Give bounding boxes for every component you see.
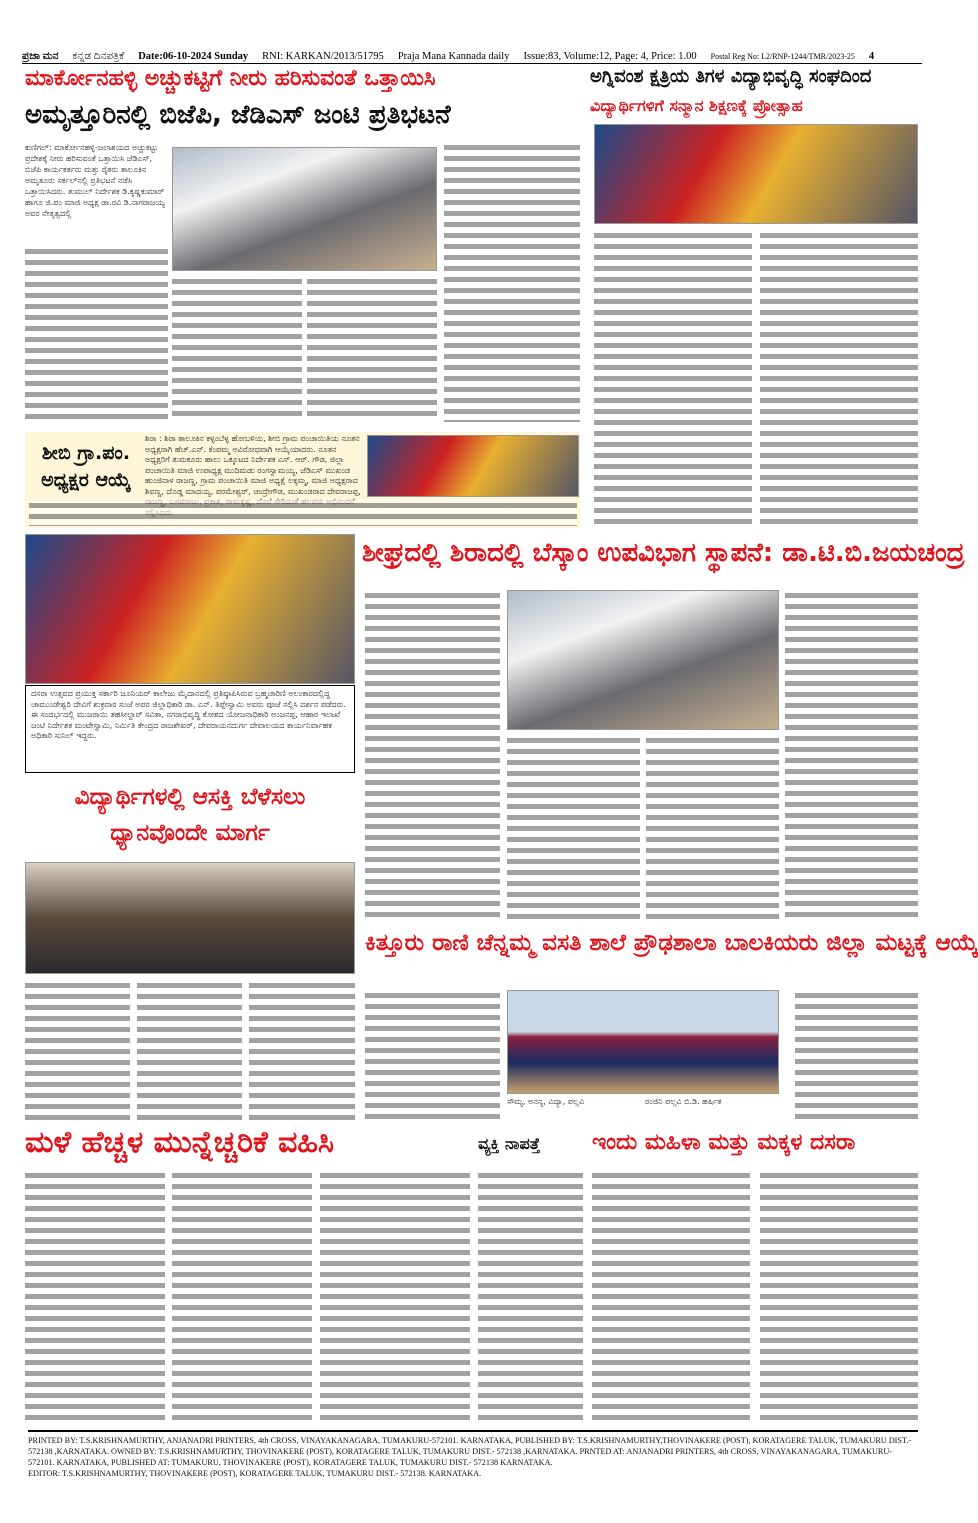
story1-body-col3 — [307, 276, 437, 422]
story1-lead: ಕುಣಿಗಲ್: ಮಾರ್ಕೋನಹಳ್ಳಿ-ಜಲಾಶಯದ ಅಚ್ಚುಕಟ್ಟು ಪ್ರದೇಶಕ್ಕೆ ನೀರು ಹರಿಸುವಂತೆ ಒತ್ತಾಯಿಸಿ ಜೆಡಿಎಸ್, ಬಿಜೆಪಿ ಕಾರ್ಯಕರ್ತರು ಮತ್ತು ರೈತರು ತಾಲೂಕಿನ ಅಮೃತೂರು ಸರ್ಕಲ್‌ನಲ್ಲಿ ಪ್ರತಿಭಟನೆ ನಡೆಸಿ ಒತ್ತಾಯಿಸಿದರು. ತುಮುಲ್ ನಿರ್ದೇಶಕ ಡಿ.ಕೃಷ್ಣಕುಮಾರ್ ಹಾಗೂ ಜಿ.ಪಂ ಮಾಜಿ ಅಧ್ಯಕ್ಷ ಡಾ.ರವಿ ಡಿ.ನಾಗರಾಜಯ್ಯ ಅವರ ನೇತೃತ್ವದಲ್ಲಿ — [25, 143, 165, 218]
story8-body — [478, 1170, 583, 1425]
story2-headline: ಅಗ್ನಿವಂಶ ಕ್ಷತ್ರಿಯ ತಿಗಳ ವಿದ್ಯಾಭಿವೃದ್ಧಿ ಸಂಘದಿಂದ — [590, 66, 872, 87]
page-number: 4 — [868, 51, 875, 62]
story6-caption-right: ರಂಜಿನಿ ಪಲ್ಲವಿ ಬಿ.ಡಿ. ಹರ್ಷಿತ — [645, 1097, 722, 1106]
story7-body-col3 — [320, 1170, 470, 1425]
story4-headline: ಶೀಘ್ರದಲ್ಲಿ ಶಿರಾದಲ್ಲಿ ಬೆಸ್ಕಾಂ ಉಪವಿಭಾಗ ಸ್ಥಾಪನೆ: ಡಾ.ಟಿ.ಬಿ.ಜಯಚಂದ್ರ — [362, 538, 965, 568]
story6-body-col1 — [365, 990, 500, 1120]
story9-body-col2 — [760, 1170, 918, 1425]
story2-subhead: ವಿದ್ಯಾರ್ಥಿಗಳಿಗೆ ಸನ್ಮಾನ ಶಿಕ್ಷಣಕ್ಕೆ ಪ್ರೋತ್ಸಾಹ — [590, 96, 803, 115]
dasara-photo — [25, 534, 355, 684]
masthead-issue: Issue:83, Volume:12, Page: 4, Price: 1.00 — [523, 51, 697, 62]
story6-body-col2 — [795, 990, 918, 1120]
masthead-logo: ಪ್ರಜಾ ಮನ — [22, 50, 59, 62]
story6-headline: ಕಿತ್ತೂರು ರಾಣಿ ಚೆನ್ನಮ್ಮ ವಸತಿ ಶಾಲೆ ಪ್ರೌಢಶಾಲಾ ಬಾಲಕಿಯರು ಜಿಲ್ಲಾ ಮಟ್ಟಕ್ಕೆ ಆಯ್ಕೆ — [365, 930, 978, 956]
imprint-text: PRINTED BY: T.S.KRISHNAMURTHY, ANJANADRI PRINTERS, 4th CROSS, VINAYAKANAGARA, TUMAKURU-572101. KARNATAKA, PUBLISHED BY: T.S.KRISHNAMURTHY,THOVINAKERE (POST), KORATAGERE TALUK, TUMAKURU DIST.- 572138 ,KARNATAKA. OWNED BY: T.S.KRISHNAMURTHY, THOVINAKERE (POST), KORATAGERE TALUK, TUMAKURU DIST.- 572138 ,KARNATAKA. PRNTED AT: ANJANADRI PRINTERS, 4th CROSS, VINAYAKANAGARA, TUMAKURU-572101. KARNATAKA, PUBLISHED AT: TUMAKURU, THOVINAKERE (POST), KORATAGERE TALUK, TUMAKURU DIST.- 572138 KARNATAKA. — [28, 1436, 912, 1467]
story6-photo — [507, 990, 779, 1094]
story3-body-cont — [29, 500, 577, 526]
masthead-postal: Postal Reg No: L2/RNP-1244/TMR/2023-25 — [710, 52, 855, 61]
story7-body-col2 — [172, 1170, 312, 1425]
story7-body-col1 — [25, 1170, 165, 1425]
story3-headline: ಶೀಬಿ ಗ್ರಾ.ಪಂ. ಅಧ್ಯಕ್ಷರ ಆಯ್ಕೆ — [41, 442, 131, 491]
story8-headline: ವ್ಯಕ್ತಿ ನಾಪತ್ತೆ — [478, 1134, 541, 1153]
story2-body-col1 — [594, 230, 752, 526]
story5-photo — [25, 862, 355, 974]
story1-headline: ಅಮೃತ್ತೂರಿನಲ್ಲಿ ಬಿಜೆಪಿ, ಜೆಡಿಎಸ್ ಜಂಟಿ ಪ್ರತಿಭಟನೆ — [25, 100, 451, 130]
story5-headline-line1: ವಿದ್ಯಾರ್ಥಿಗಳಲ್ಲಿ ಆಸಕ್ತಿ ಬೆಳೆಸಲು — [74, 784, 306, 810]
story4-body-col1 — [365, 590, 500, 920]
story4-photo — [507, 590, 779, 730]
story2-body-col2 — [760, 230, 918, 526]
story1-photo — [172, 147, 437, 271]
story4-body-col2 — [507, 735, 640, 920]
masthead — [22, 50, 922, 64]
story2-photo — [594, 124, 918, 224]
story7-headline: ಮಳೆ ಹೆಚ್ಚಳ ಮುನ್ನೆಚ್ಚರಿಕೆ ವಹಿಸಿ — [25, 1125, 334, 1160]
imprint-editor: EDITOR: T.S.KRISHNAMURTHY, THOVINAKERE (POST), KORATAGERE TALUK, TUMAKURU DIST.- 572138. KARNATAKA. — [28, 1469, 482, 1478]
story1-kicker: ಮಾರ್ಕೋನಹಳ್ಳಿ ಅಚ್ಚುಕಟ್ಟಿಗೆ ನೀರು ಹರಿಸುವಂತೆ ಒತ್ತಾಯಿಸಿ — [25, 66, 436, 91]
story6-caption-left: ಸೌಮ್ಯ, ಅನನ್ಯ, ವಿದ್ಯಾ, ಪಲ್ಲವಿ — [507, 1097, 585, 1106]
masthead-paper: Praja Mana Kannada daily — [397, 51, 510, 62]
story4-body-col3 — [646, 735, 779, 920]
story5-body-col3 — [249, 980, 355, 1120]
masthead-tagline: ಕನ್ನಡ ದಿನಪತ್ರಿಕೆ — [72, 50, 125, 62]
story9-headline: ಇಂದು ಮಹಿಳಾ ಮತ್ತು ಮಕ್ಕಳ ದಸರಾ — [592, 1130, 856, 1155]
dasara-photo-caption: ದಸರಾ ಉತ್ಸವದ ಪ್ರಯುಕ್ತ ಸರ್ಕಾರಿ ಜೂನಿಯರ್ ಕಾಲೇಜು ಮೈದಾನದಲ್ಲಿ ಪ್ರತಿಷ್ಠಾಪಿಸಿರುವ ಬ್ರಹ್ಮಚಾರಿಣಿ ಅಲಂಕಾರದಲ್ಲಿದ್ದ ಚಾಮುಂಡೇಶ್ವರಿ ದೇವಿಗೆ ಶುಕ್ರವಾರ ಸಂಜೆ ಅಪರ ಜಿಲ್ಲಾಧಿಕಾರಿ ಡಾ. ಎನ್. ತಿಪ್ಪೇಸ್ವಾಮಿ ಅವರು ಪೂಜೆ ಸಲ್ಲಿಸಿ ದರ್ಶನ ಪಡೆದರು. ಈ ಸಂದರ್ಭದಲ್ಲಿ ಮುಜರಾಯಿ ತಹಸೀಲ್ದಾರ್ ಸವಿತಾ, ನಗರಾಭಿವೃದ್ಧಿ ಕೋಶದ ಯೋಜನಾಧಿಕಾರಿ ಅಂಜನಪ್ಪ, ಆಹಾರ ಇಲಾಖೆ ಜಂಟಿ ನಿರ್ದೇಶಕ ಮಂಟೇಸ್ವಾಮಿ, ನಿರ್ಮಿತಿ ಕೇಂದ್ರದ ರಾಜಶೇಖರ್, ದೇವರಾಯನದುರ್ಗ ದೇವಾಲಯದ ಕಾರ್ಯನಿರ್ವಾಹಕ ಅಧಿಕಾರಿ ಸುನಿಲ್ ಇದ್ದರು. — [25, 685, 355, 773]
story1-body-col1 — [25, 246, 168, 422]
masthead-date: Date:06-10-2024 Sunday — [138, 51, 249, 62]
story5-headline-line2: ಧ್ಯಾನವೊಂದೇ ಮಾರ್ಗ — [110, 820, 270, 846]
masthead-rni: RNI: KARKAN/2013/51795 — [262, 51, 384, 62]
imprint-footer — [28, 1430, 918, 1479]
story1-body-col2 — [172, 276, 302, 422]
story1-body-col4 — [444, 142, 580, 422]
story3-body: ಶಿರಾ : ಶಿರಾ ತಾಲೂಕಿನ ಕಳ್ಳಂಬೆಳ್ಳ ಹೋಬಳಿಯ, ಶೀಬಿ ಗ್ರಾಮ ಪಂಚಾಯಿತಿಯ ನೂತನ ಅಧ್ಯಕ್ಷರಾಗಿ ಹೆಚ್.ಎನ್. ಕೆಂಪಮ್ಮ ಅವಿರೋಧವಾಗಿ ಆಯ್ಕೆಯಾದರು. ನೂತನ ಅಧ್ಯಕ್ಷರಿಗೆ ತುಮಕೂರು ಹಾಲು ಒಕ್ಕೂಟದ ನಿರ್ದೇಶಕ ಎಸ್. ಆರ್. ಗೌಡ, ಜಿಲ್ಲಾ ಪಂಚಾಯಿತಿ ಮಾಜಿ ಉಪಾಧ್ಯಕ್ಷ ಮುದಿಮಡು ರಂಗಸ್ವಾಮಯ್ಯ, ಜೆಡಿಎಸ್ ಮುಖಂಡ ಹುಂಜಿನಾಳ ರಾಜಣ್ಣ, ಗ್ರಾಮ ಪಂಚಾಯಿತಿ ಮಾಜಿ ಅಧ್ಯಕ್ಷೆ ಲಕ್ಕಮ್ಮ, ಮಾಜಿ ಅಧ್ಯಕ್ಷರಾದ ಶಿವಣ್ಣ, ದೊಡ್ಡ ಮಾದಯ್ಯ, ಪರಮೇಶ್ವರ್, ಚಂದ್ರೇಗೌಡ, ಮುಖಂಡರಾದ ದೇವರಾಜಪ್ಪ, — [145, 434, 361, 496]
story4-body-col4 — [785, 590, 918, 920]
story5-body-col2 — [137, 980, 242, 1120]
story5-body-col1 — [25, 980, 130, 1120]
story9-body-col1 — [592, 1170, 750, 1425]
story3-photo — [367, 435, 579, 497]
story3-box — [25, 432, 580, 528]
